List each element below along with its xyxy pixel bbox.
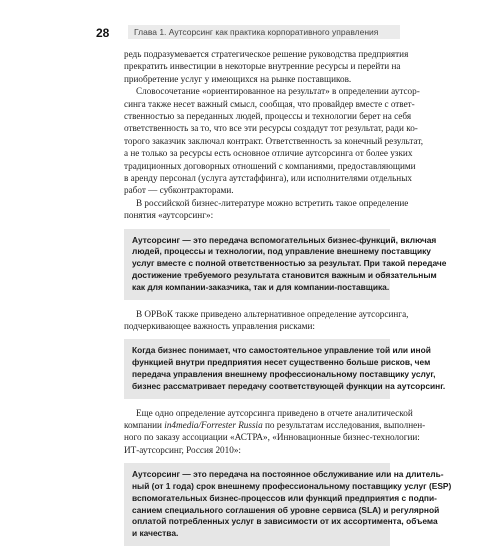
quote-line: санием специального соглашения об уровне сервиса (SLA) и регулярной — [132, 504, 440, 515]
quote-line: как для компании-заказчика, так и для компании-поставщика. — [132, 281, 390, 292]
text-line: традиционных договорных отношений с компаниями, предоставляющими — [124, 160, 416, 171]
text-line: в аренду персонал (услуга аутстаффинга), или исполнителями отдельных — [124, 173, 412, 184]
quote-line: передача управления внешнему профессиональному поставщику услуг, — [132, 369, 436, 380]
paragraph-4 — [124, 308, 409, 333]
text-line: приобретение услуг у имеющихся на рынке поставщиков. — [124, 73, 352, 84]
text-line: Еще одно определение аутсорсинга приведено в отчете аналитической — [136, 407, 413, 418]
quote-line: услуг вместе с полной ответственностью за результат. При такой передаче — [132, 258, 447, 269]
text-line: ного по заказу ассоциации «АСТРА», «Инновационные бизнес-технологии: — [124, 432, 420, 443]
definition-box-3 — [124, 463, 452, 546]
quote-line: людей, процессы и технологии, под управление внешнему поставщику — [132, 246, 431, 257]
quote-line: Когда бизнес понимает, что самостоятельное управление той или иной — [132, 345, 431, 356]
quote-line: и качества. — [132, 528, 179, 539]
running-header: Глава 1. Аутсорсинг как практика корпоративного управления — [134, 27, 379, 37]
text-line: прекратить инвестиции в некоторые внутренние ресурсы и перейти на — [124, 61, 401, 72]
text-line: подчеркивающее важность управления рисками: — [124, 321, 315, 332]
italic-company-name: in4media/Forrester Russia — [164, 420, 263, 431]
page-body — [124, 48, 452, 554]
text-fragment: компании — [124, 420, 165, 431]
text-line: понятия «аутсорсинг»: — [124, 210, 214, 221]
quote-line: Аутсорсинг — это передача на постоянное обслуживание или на длитель- — [132, 469, 444, 480]
text-line: синга также несет важный смысл, сообщая, что провайдер вместе с ответ- — [124, 98, 415, 109]
quote-line: Аутсорсинг — это передача вспомогательных бизнес-функций, включая — [132, 234, 437, 245]
text-line: Словосочетание «ориентированное на результат» в определении аутсор- — [136, 86, 420, 97]
text-line: В российской бизнес-литературе можно встретить такое определение — [136, 197, 409, 208]
quote-line: ный (от 1 года) срок внешнему профессиональному поставщику услуг (ESP) — [132, 481, 452, 492]
paragraph-5 — [124, 407, 426, 457]
text-line: В ОРВоК также приведено альтернативное определение аутсорсинга, — [136, 308, 409, 319]
paragraph-2 — [124, 85, 423, 197]
text-line — [124, 419, 426, 431]
text-line: редь подразумевается стратегическое решение руководства предприятия — [124, 49, 409, 59]
quote-line: функцией внутри предприятия несет существенно больше рисков, чем — [132, 357, 431, 368]
quote-line: оплатой потребленных услуг в зависимости от их ассортимента, объема — [132, 516, 438, 527]
page-number: 28 — [96, 26, 110, 40]
paragraph-1 — [124, 48, 409, 85]
text-line: ственностью за переданных людей, процессы и технологии берет на себя — [124, 111, 412, 122]
text-line: торого заказчик заключал контракт. Ответственность за конечный результат, — [124, 135, 423, 146]
text-line: работ — субконтракторами. — [124, 185, 234, 196]
paragraph-3 — [124, 197, 409, 222]
text-fragment: по результатам исследования, выполнен- — [262, 420, 426, 431]
quote-line: бизнес рассматривает передачу соответствующей функции на аутсорсинг. — [132, 380, 446, 391]
definition-box-2 — [124, 339, 446, 398]
quote-line: достижение требуемого результата становится важным и обязательным — [132, 270, 437, 281]
definition-box-1 — [124, 229, 447, 300]
text-line: а не только за ресурсы есть основное отличие аутсорсинга от более узких — [124, 148, 413, 159]
text-line: ответственность за то, что все эти ресурсы создадут тот результат, ради ко- — [124, 123, 418, 134]
text-line: ИТ-аутсорсинг, Россия 2010»: — [124, 444, 241, 455]
quote-line: вспомогательных бизнес-процессов или функций предприятия с подпи- — [132, 492, 437, 503]
